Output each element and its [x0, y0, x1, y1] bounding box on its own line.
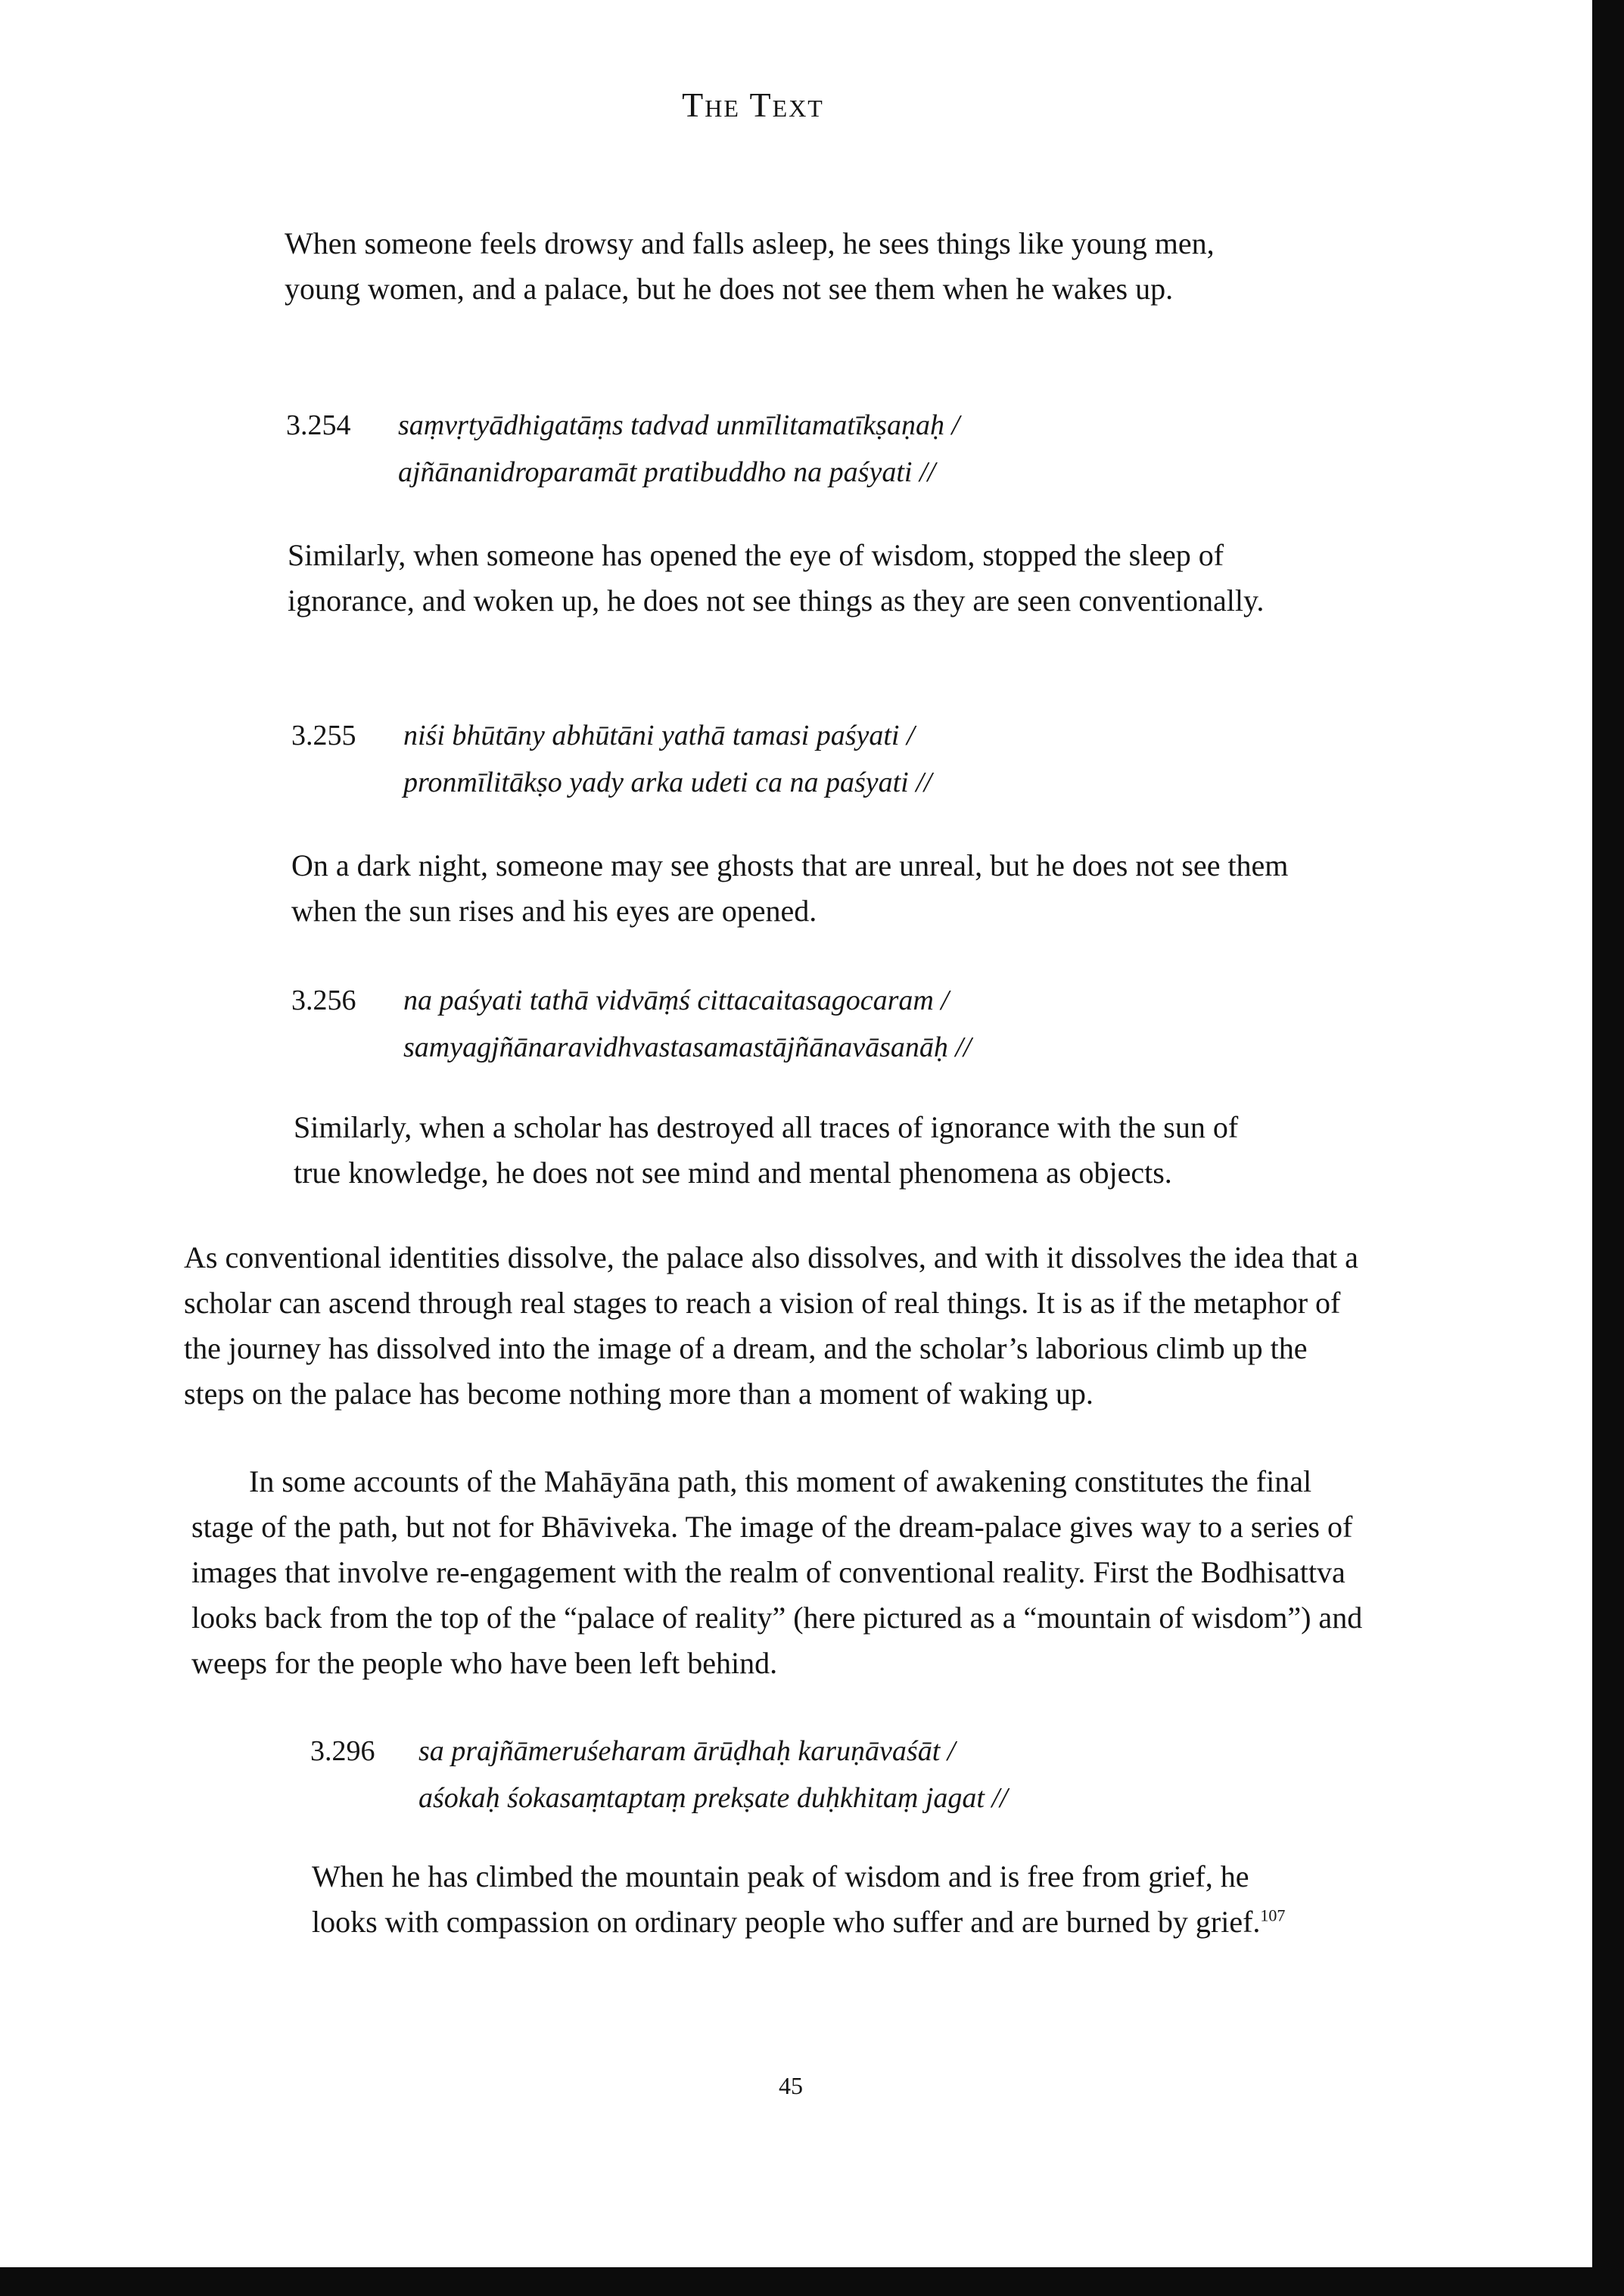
verse-line: saṃvṛtyādhigatāṃs tadvad unmīlitamatīkṣaṇaḥ /: [398, 409, 960, 441]
footnote-reference[interactable]: 107: [1260, 1906, 1286, 1925]
running-head: The Text: [682, 86, 824, 124]
verse-line: aśokaḥ śokasaṃtaptaṃ prekṣate duḥkhitaṃ jagat //: [418, 1782, 1008, 1814]
translation-text: When he has climbed the mountain peak of wisdom and is free from grief, he looks with compassion on ordinary people who suffer and are burned by grief.: [312, 1859, 1261, 1939]
translation-paragraph: When someone feels drowsy and falls asleep, he sees things like young men, young women, and a palace, but he does not see them when he wakes up.: [285, 226, 1215, 306]
body-paragraph: In some accounts of the Mahāyāna path, this moment of awakening constitutes the final stage of the path, but not for Bhāviveka. The image of the dream-palace gives way to a series of images that involve re-engagement with the realm of conventional reality. First the Bodhisattva looks back from the top of the “palace of reality” (here pictured as a “mountain of wisdom”) and weeps for the people who have been left behind.: [191, 1464, 1363, 1680]
scan-border-right: [1592, 0, 1624, 2296]
translation-paragraph: On a dark night, someone may see ghosts that are unreal, but he does not see them when the sun rises and his eyes are opened.: [291, 848, 1289, 928]
page-number: 45: [779, 2072, 803, 2099]
verse-3-255: [291, 713, 1275, 807]
verse-line: ajñānanidroparamāt pratibuddho na paśyati //: [398, 456, 936, 488]
verse-number: 3.256: [291, 985, 356, 1016]
verse-line: na paśyati tathā vidvāṃś cittacaitasagocaram /: [403, 985, 949, 1016]
translation-paragraph: [312, 1854, 1296, 1945]
verse-number: 3.296: [310, 1735, 375, 1767]
verse-number: 3.254: [286, 409, 351, 441]
translation-paragraph: Similarly, when a scholar has destroyed all traces of ignorance with the sun of true knowledge, he does not see mind and mental phenomena as objects.: [294, 1110, 1239, 1190]
verse-line: pronmīlitākṣo yady arka udeti ca na paśyati //: [403, 767, 932, 798]
body-paragraph: As conventional identities dissolve, the palace also dissolves, and with it dissolves the idea that a scholar can ascend through real stages to reach a vision of real things. It is as if the metaphor of the journey has dissolved into the image of a dream, and the scholar’s laborious climb up the steps on the palace has become nothing more than a moment of waking up.: [184, 1240, 1358, 1411]
verse-3-296: [310, 1728, 1294, 1822]
verse-3-254: [286, 403, 1270, 496]
verse-line: samyagjñānaravidhvastasamastājñānavāsanāḥ //: [403, 1031, 972, 1063]
verse-3-256: [291, 978, 1275, 1072]
verse-line: sa prajñāmeruśeharam ārūḍhaḥ karuṇāvaśāt /: [418, 1735, 956, 1767]
translation-paragraph: Similarly, when someone has opened the eye of wisdom, stopped the sleep of ignorance, and woken up, he does not see things as they are seen conventionally.: [288, 538, 1265, 618]
verse-line: niśi bhūtāny abhūtāni yathā tamasi paśyati /: [403, 720, 915, 751]
verse-number: 3.255: [291, 720, 356, 751]
scan-border-bottom: [0, 2267, 1624, 2296]
